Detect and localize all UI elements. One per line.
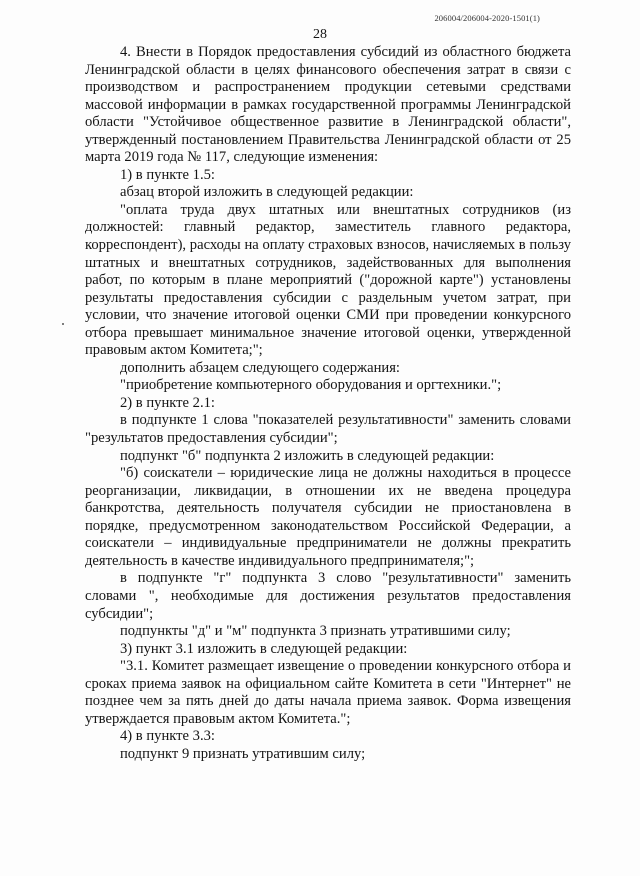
paragraph-quote-equipment: "приобретение компьютерного оборудования и оргтехники."; bbox=[120, 377, 502, 394]
document-id: 206004/206004-2020-1501(1) bbox=[434, 13, 540, 23]
paragraph-item-4: 4) в пункте 3.3: bbox=[120, 728, 215, 745]
paragraph-amendment-4: 4. Внести в Порядок предоставления субсидий из областного бюджета Ленинградской области в целях финансового обеспечения затрат в связи с производством и распространением продукции сетевыми средствами массовой информации в рамках государственной программы Ленинградской области "Устойчивое общественное развитие в Ленинградской области", утвержденный постановлением Правительства Ленинградской области от 25 марта 2019 года № 117, следующие изменения: bbox=[85, 44, 571, 166]
paragraph-instruction: дополнить абзацем следующего содержания: bbox=[120, 359, 400, 376]
paragraph-quote-salary: "оплата труда двух штатных или внештатных сотрудников (из должностей: главный редактор, заместитель главного редактора, корреспондент), расходы на оплату страховых взносов, начисляемых в пользу штатных и внештатных сотрудников, задействованных для выполнения работ, по которым в плане мероприятий ("дорожной карте") установлены результаты предоставления субсидии с раздельным учетом затрат, при условии, что значение итоговой оценки СМИ при проведении конкурсного отбора превышает минимальное значение итоговой оценки, утвержденной правовым актом Комитета;"; bbox=[85, 201, 571, 359]
page-number: 28 bbox=[313, 27, 327, 42]
paragraph-item-1: 1) в пункте 1.5: bbox=[120, 166, 215, 183]
paragraph-subitem-b: подпункт "б" подпункта 2 изложить в следующей редакции: bbox=[120, 447, 495, 464]
paragraph-quote-applicants: "б) соискатели – юридические лица не должны находиться в процессе реорганизации, ликвидации, в отношении их не введена процедура банкротства, деятельность получателя субсидии не приостановлена в порядке, предусмотренном законодательством Российской Федерации, а соискатели – индивидуальные предприниматели не должны прекратить деятельность в качестве индивидуального предпринимателя;"; bbox=[85, 465, 571, 569]
paragraph-subitem-g: в подпункте "г" подпункта 3 слово "результативности" заменить словами ", необходимые для достижения результатов предоставления субсидии"; bbox=[85, 570, 571, 622]
scan-speck bbox=[62, 323, 64, 325]
document-body bbox=[85, 44, 571, 763]
paragraph-subitem-1: в подпункте 1 слова "показателей результативности" заменить словами "результатов предоставления субсидии"; bbox=[85, 412, 571, 447]
paragraph-quote-3-1: "3.1. Комитет размещает извещение о проведении конкурсного отбора и сроках приема заявок на официальном сайте Комитета в сети "Интернет" не позднее чем за пять дней до даты начала приема заявок. Форма извещения утверждается правовым актом Комитета."; bbox=[85, 658, 571, 727]
paragraph-item-2: 2) в пункте 2.1: bbox=[120, 394, 215, 411]
paragraph-instruction: абзац второй изложить в следующей редакции: bbox=[120, 184, 414, 201]
paragraph-subitem-d-m: подпункты "д" и "м" подпункта 3 признать утратившими силу; bbox=[120, 623, 511, 640]
paragraph-subitem-9: подпункт 9 признать утратившим силу; bbox=[120, 745, 366, 762]
paragraph-item-3: 3) пункт 3.1 изложить в следующей редакции: bbox=[120, 640, 408, 657]
